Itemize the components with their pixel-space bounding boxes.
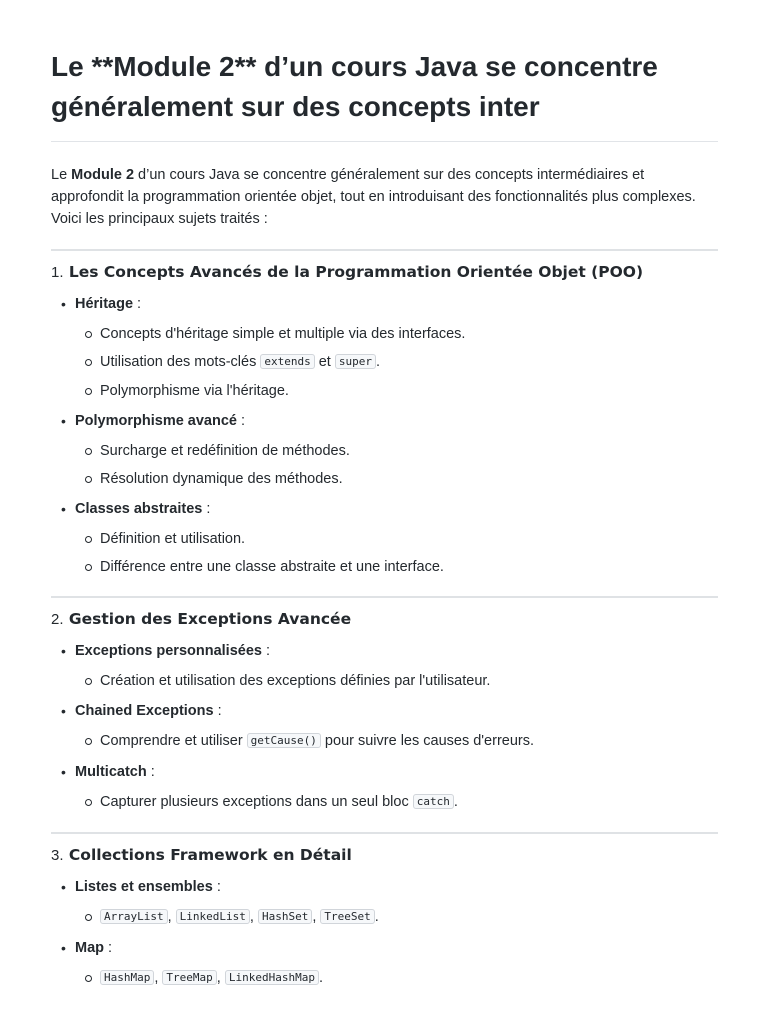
subtopic-text: ,: [154, 970, 163, 986]
subtopic-text: .: [374, 909, 379, 925]
code-inline: super: [335, 354, 376, 369]
code-inline: TreeMap: [162, 970, 216, 985]
sections-container: [51, 249, 718, 989]
subtopic-item: [75, 792, 718, 813]
intro-text: d’un cours Java se concentre généralement sur des concepts intermédiaires et approfondit la programmation orientée objet, tout en introduisant des fonctionnalités plus complexes. Voici les principaux sujets traités :: [51, 167, 696, 227]
subtopic-item: [75, 907, 718, 928]
subtopic-list: [75, 441, 718, 489]
intro-prefix: Le: [51, 167, 72, 183]
section-number: 3.: [51, 847, 64, 864]
topic-item: [51, 499, 718, 577]
page-title: Le **Module 2** d’un cours Java se concentre généralement sur des concepts inter: [51, 0, 718, 142]
code-inline: TreeSet: [320, 909, 374, 924]
section-2: [51, 596, 718, 813]
subtopic-item: [75, 441, 718, 461]
subtopic-text: Capturer plusieurs exceptions dans un seul bloc: [100, 794, 413, 810]
topic-list: [51, 294, 718, 577]
code-inline: HashMap: [100, 970, 154, 985]
subtopic-item: [75, 529, 718, 549]
section-heading: [51, 834, 718, 867]
subtopic-text: Définition et utilisation.: [100, 531, 246, 547]
section-3: [51, 832, 718, 989]
section-title: Collections Framework en Détail: [68, 846, 352, 864]
subtopic-text: ,: [167, 909, 176, 925]
topic-label: Polymorphisme avancé: [75, 413, 237, 429]
topic-label: Listes et ensembles: [75, 879, 213, 895]
subtopic-list: [75, 792, 718, 813]
intro-paragraph: [51, 164, 718, 230]
topic-list: [51, 641, 718, 813]
topic-list: [51, 877, 718, 989]
topic-suffix: :: [212, 879, 221, 895]
topic-suffix: :: [213, 703, 222, 719]
topic-suffix: :: [237, 413, 246, 429]
section-1: [51, 249, 718, 577]
subtopic-text: .: [453, 794, 458, 810]
subtopic-text: pour suivre les causes d'erreurs.: [320, 733, 535, 749]
section-number: 2.: [51, 611, 64, 628]
code-inline: extends: [260, 354, 314, 369]
topic-suffix: :: [146, 764, 155, 780]
topic-item: [51, 762, 718, 813]
section-heading: [51, 598, 718, 631]
topic-item: [51, 938, 718, 989]
subtopic-text: .: [376, 354, 381, 370]
subtopic-text: Différence entre une classe abstraite et une interface.: [100, 559, 444, 575]
topic-label: Map: [75, 940, 104, 956]
topic-suffix: :: [202, 501, 211, 517]
topic-label: Chained Exceptions: [75, 703, 214, 719]
topic-item: [51, 641, 718, 691]
subtopic-text: Utilisation des mots-clés: [100, 354, 261, 370]
topic-item: [51, 877, 718, 928]
topic-label: Classes abstraites: [75, 501, 203, 517]
subtopic-item: [75, 381, 718, 401]
topic-label: Multicatch: [75, 764, 147, 780]
subtopic-text: Création et utilisation des exceptions définies par l'utilisateur.: [100, 673, 491, 689]
intro-bold: Module 2: [71, 167, 135, 183]
section-number: 1.: [51, 264, 64, 281]
section-title: Gestion des Exceptions Avancée: [68, 610, 352, 628]
subtopic-text: et: [314, 354, 335, 370]
subtopic-text: ,: [249, 909, 258, 925]
subtopic-list: [75, 529, 718, 577]
topic-item: [51, 701, 718, 752]
subtopic-text: Concepts d'héritage simple et multiple via des interfaces.: [100, 326, 466, 342]
code-inline: ArrayList: [100, 909, 168, 924]
subtopic-text: .: [318, 970, 323, 986]
section-heading: [51, 251, 718, 284]
topic-suffix: :: [104, 940, 113, 956]
code-inline: HashSet: [258, 909, 312, 924]
subtopic-text: Résolution dynamique des méthodes.: [100, 471, 343, 487]
code-inline: LinkedList: [176, 909, 250, 924]
subtopic-item: [75, 731, 718, 752]
code-inline: LinkedHashMap: [225, 970, 319, 985]
section-title: Les Concepts Avancés de la Programmation Orientée Objet (POO): [68, 263, 644, 281]
subtopic-item: [75, 671, 718, 691]
topic-item: [51, 411, 718, 489]
subtopic-text: Comprendre et utiliser: [100, 733, 247, 749]
subtopic-text: ,: [216, 970, 225, 986]
subtopic-list: [75, 731, 718, 752]
subtopic-item: [75, 968, 718, 989]
subtopic-item: [75, 324, 718, 344]
subtopic-item: [75, 469, 718, 489]
subtopic-list: [75, 907, 718, 928]
topic-suffix: :: [261, 643, 271, 659]
subtopic-text: ,: [312, 909, 321, 925]
topic-suffix: :: [133, 296, 142, 312]
topic-label: Héritage: [75, 296, 134, 312]
code-inline: catch: [413, 794, 454, 809]
subtopic-list: [75, 324, 718, 401]
topic-label: Exceptions personnalisées: [75, 643, 262, 659]
subtopic-list: [75, 671, 718, 691]
subtopic-list: [75, 968, 718, 989]
subtopic-item: [75, 352, 718, 373]
subtopic-text: Polymorphisme via l'héritage.: [100, 383, 289, 399]
code-inline: getCause(): [247, 733, 321, 748]
subtopic-item: [75, 557, 718, 577]
subtopic-text: Surcharge et redéfinition de méthodes.: [100, 443, 350, 459]
topic-item: [51, 294, 718, 401]
